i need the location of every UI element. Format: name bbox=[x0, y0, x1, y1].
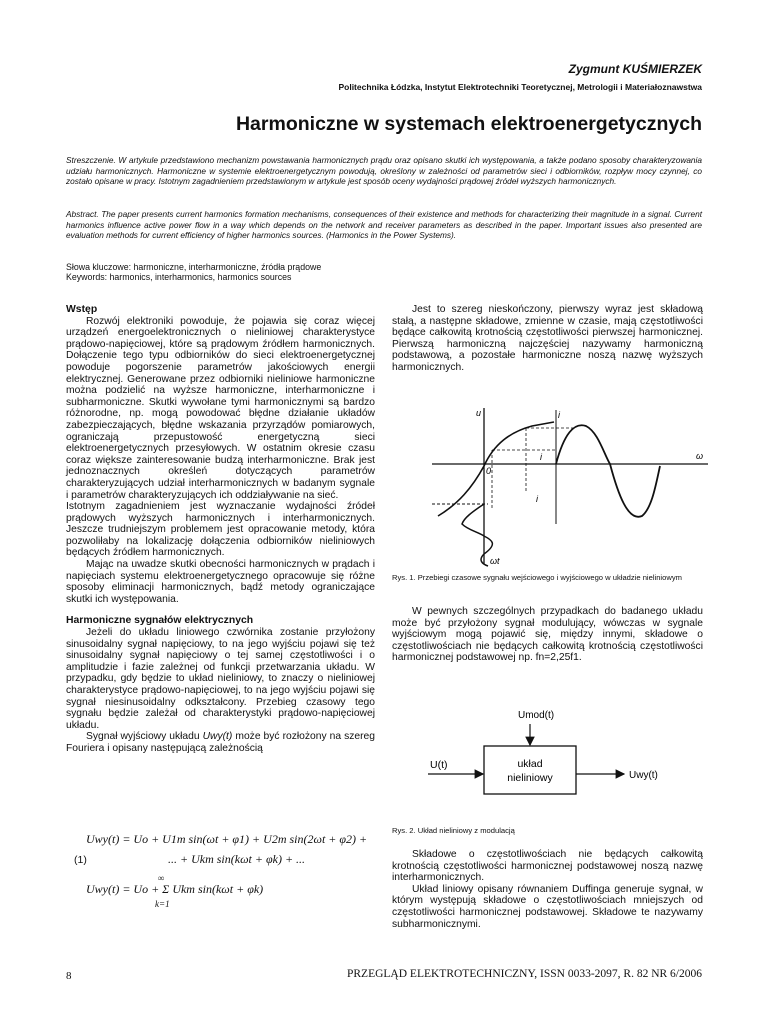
paragraph-intro-2: Istotnym zagadnieniem jest wyznaczanie wydajności źródeł prądowych wyższych harmonicznych i interharmonicznych. Jeszcze trudniejszym problemem jest opracowanie metody, która pozwoliłaby na lokalizację dołączenia odbiorników nieliniowych będących źródłem harmonicznych. bbox=[66, 501, 375, 559]
sum-lower-limit: k=1 bbox=[155, 899, 170, 909]
paragraph-signals-2-start: Sygnał wyjściowy układu bbox=[86, 731, 203, 743]
paragraph-signals-2-end: może być rozłożony na szereg Fouriera i opisany następującą zależnością bbox=[66, 731, 375, 754]
figure-1-waveforms bbox=[428, 404, 714, 570]
fig1-label-u: u bbox=[476, 408, 482, 418]
journal-footer: PRZEGLĄD ELEKTROTECHNICZNY, ISSN 0033-2097, R. 82 NR 6/2006 bbox=[346, 968, 702, 980]
page-number: 8 bbox=[66, 970, 72, 982]
author-name: Zygmunt KUŚMIERZEK bbox=[568, 62, 702, 76]
paragraph-signals-2 bbox=[66, 731, 375, 754]
paragraph-intro-1: Rozwój elektroniki powoduje, że pojawia się coraz więcej urządzeń energoelektronicznych o nieliniowej charakterystyce prądowo-napięciowej, które są prądowym źródłem harmonicznych. Dołączenie tego typu odbiorników do sieci elektroenergetycznej powoduje pogorszenie parametrów jakościowych energii elektrycznej. Generowane przez odbiorniki nieliniowe harmoniczne można podzielić na wyższe harmoniczne, interharmoniczne i subharmoniczne. Skutki wywołane tymi harmonicznymi są bardzo różnorodne, np. mogą powodować błędne działanie układów zabezpieczających, błędne wskazania przyrządów pomiarowych, ograniczają przepustowość energetyczną sieci elektroenergetycznych przesyłowych. W ostatnim okresie czasu coraz większe zainteresowanie budzą interharmoniczne. Brak jest jednoznacznych określeń dotyczących parametrów charakteryzujących udział interharmonicznych w badanym sygnale i parametrów charakteryzujących ich oddziaływanie na sieć. bbox=[66, 315, 375, 501]
paper-title: Harmoniczne w systemach elektroenergetycznych bbox=[235, 113, 702, 135]
fig2-label-output: Uwy(t) bbox=[629, 770, 658, 781]
section-heading-signals: Harmoniczne sygnałów elektrycznych bbox=[66, 615, 254, 627]
fig2-label-input: U(t) bbox=[430, 759, 448, 771]
paragraph-right-2: W pewnych szczególnych przypadkach do badanego układu może być przyłożony sygnał modulujący, wówczas w sygnale wyjściowym mogą pojawić się, między innymi, składowe o częstotliwościach nie będących całkowitą krotnością częstotliwości harmonicznej podstawowej np. fn=2,25f1. bbox=[392, 606, 703, 664]
fig1-label-i-right: i bbox=[540, 452, 542, 462]
figure-1-caption: Rys. 1. Przebiegi czasowe sygnału wejściowego i wyjściowego w układzie nieliniowym bbox=[392, 573, 682, 582]
right-column bbox=[392, 304, 703, 374]
fig2-block-label-2: nieliniowy bbox=[507, 772, 553, 784]
abstract-english: Abstract. The paper presents current harmonics formation mechanisms, consequences of their existence and methods for characterizing their magnitude in a signal. Current harmonics influence active power flow in a way which depends on the network and receiver parameters as described in the paper. Important issues also presented are evaluation methods for current efficiency of higher harmonics sources. (Harmonics in the Power Systems). bbox=[66, 209, 702, 241]
output-voltage-symbol: Uwy(t) bbox=[202, 731, 233, 743]
equation-line-1: Uwy(t) = Uo + U1m sin(ωt + φ1) + U2m sin(2ωt + φ2) + bbox=[86, 832, 368, 846]
abstract-polish: Streszczenie. W artykule przedstawiono mechanizm powstawania harmonicznych prądu oraz opisano skutki ich występowania, a także podano sposoby charakteryzowania udziału harmonicznych. Harmoniczne w systemie elektroenergetycznym powodują, określony w zależności od parametrów sieci i odbiorników, rozpływ mocy czynnej, co zostało opisane w pracy. Istotnym zagadnieniem przedstawionym w artykule jest sposób oceny wydajności prądowej źródeł wyższych harmonicznych. bbox=[66, 155, 702, 187]
section-heading-intro: Wstęp bbox=[66, 304, 98, 315]
sum-upper-limit: ∞ bbox=[158, 873, 165, 883]
keywords-polish: Słowa kluczowe: harmoniczne, interharmoniczne, źródła prądowe bbox=[66, 262, 322, 272]
equation-number: (1) bbox=[74, 854, 87, 866]
fig1-label-i-low: i bbox=[536, 494, 538, 504]
fig2-label-umod: Umod(t) bbox=[518, 710, 555, 721]
equation-line-3: Uwy(t) = Uo + Σ Ukm sin(kωt + φk) bbox=[86, 882, 264, 896]
figure-2-block-diagram bbox=[424, 704, 714, 810]
fig1-label-wt: ωt bbox=[490, 556, 500, 566]
paragraph-right-4: Układ liniowy opisany równaniem Duffinga generuje sygnał, w którym występują składowe o częstotliwościach mniejszych od częstotliwości harmonicznej podstawowej. Składowe te nazywamy subharmonicznymi. bbox=[392, 883, 703, 930]
fig2-block-label-1: układ bbox=[517, 758, 543, 770]
equation-line-2: ... + Ukm sin(kωt + φk) + ... bbox=[168, 852, 306, 866]
fig1-output-wave bbox=[556, 425, 660, 517]
paragraph-right-1: Jest to szereg nieskończony, pierwszy wyraz jest składową stałą, a następne składowe, zmienne w czasie, mają częstotliwości będące całkowitą krotnością częstotliwości pierwszej harmonicznej. Pierwszą harmoniczną najczęściej nazywamy harmoniczną podstawową, a pozostałe harmoniczne noszą nazwę wyższych harmonicznych. bbox=[392, 304, 703, 373]
keywords-english: Keywords: harmonics, interharmonics, harmonics sources bbox=[66, 272, 292, 282]
paragraph-intro-3: Mając na uwadze skutki obecności harmonicznych w prądach i napięciach systemu elektroenergetycznego opracowuje się różne sposoby eliminacji harmonicznych, bądź metody ograniczające skutki ich występowania. bbox=[66, 559, 375, 605]
right-column-part-2 bbox=[392, 606, 703, 664]
fig1-input-wave bbox=[462, 504, 492, 566]
left-column bbox=[66, 304, 375, 755]
fig1-label-omega: ω bbox=[696, 451, 704, 461]
right-column-part-3 bbox=[392, 849, 703, 930]
paragraph-signals-1: Jeżeli do układu liniowego czwórnika zostanie przyłożony sinusoidalny sygnał napięciowy, to na jego wyjściu pojawi się też sinusoidalny sygnał napięciowy o tej samej częstotliwości i o amplitudzie i fazie zależnej od funkcji przetwarzania układu. W przypadku, gdy będzie to układ nieliniowy, to znaczy o nieliniowej charakterystyce prądowo-napięciowej, to na jego wyjściu pojawi się sygnał niesinusoidalny odkształcony. Przebieg czasowy tego sygnału będzie zależał od charakterystyki prądowo-napięciowej układu. bbox=[66, 627, 375, 731]
fig1-label-zero: 0 bbox=[486, 466, 492, 476]
affiliation: Politechnika Łódzka, Instytut Elektrotechniki Teoretycznej, Metrologii i Materiałoznawstwa bbox=[338, 82, 702, 92]
fig1-label-i-top: i bbox=[558, 410, 560, 420]
figure-2-caption: Rys. 2. Układ nieliniowy z modulacją bbox=[392, 826, 515, 835]
paragraph-right-3: Składowe o częstotliwościach nie będących całkowitą krotnością częstotliwości harmonicznej podstawowej noszą nazwę interharmonicznych. bbox=[392, 849, 703, 884]
fig2-nonlinear-block bbox=[484, 746, 576, 794]
